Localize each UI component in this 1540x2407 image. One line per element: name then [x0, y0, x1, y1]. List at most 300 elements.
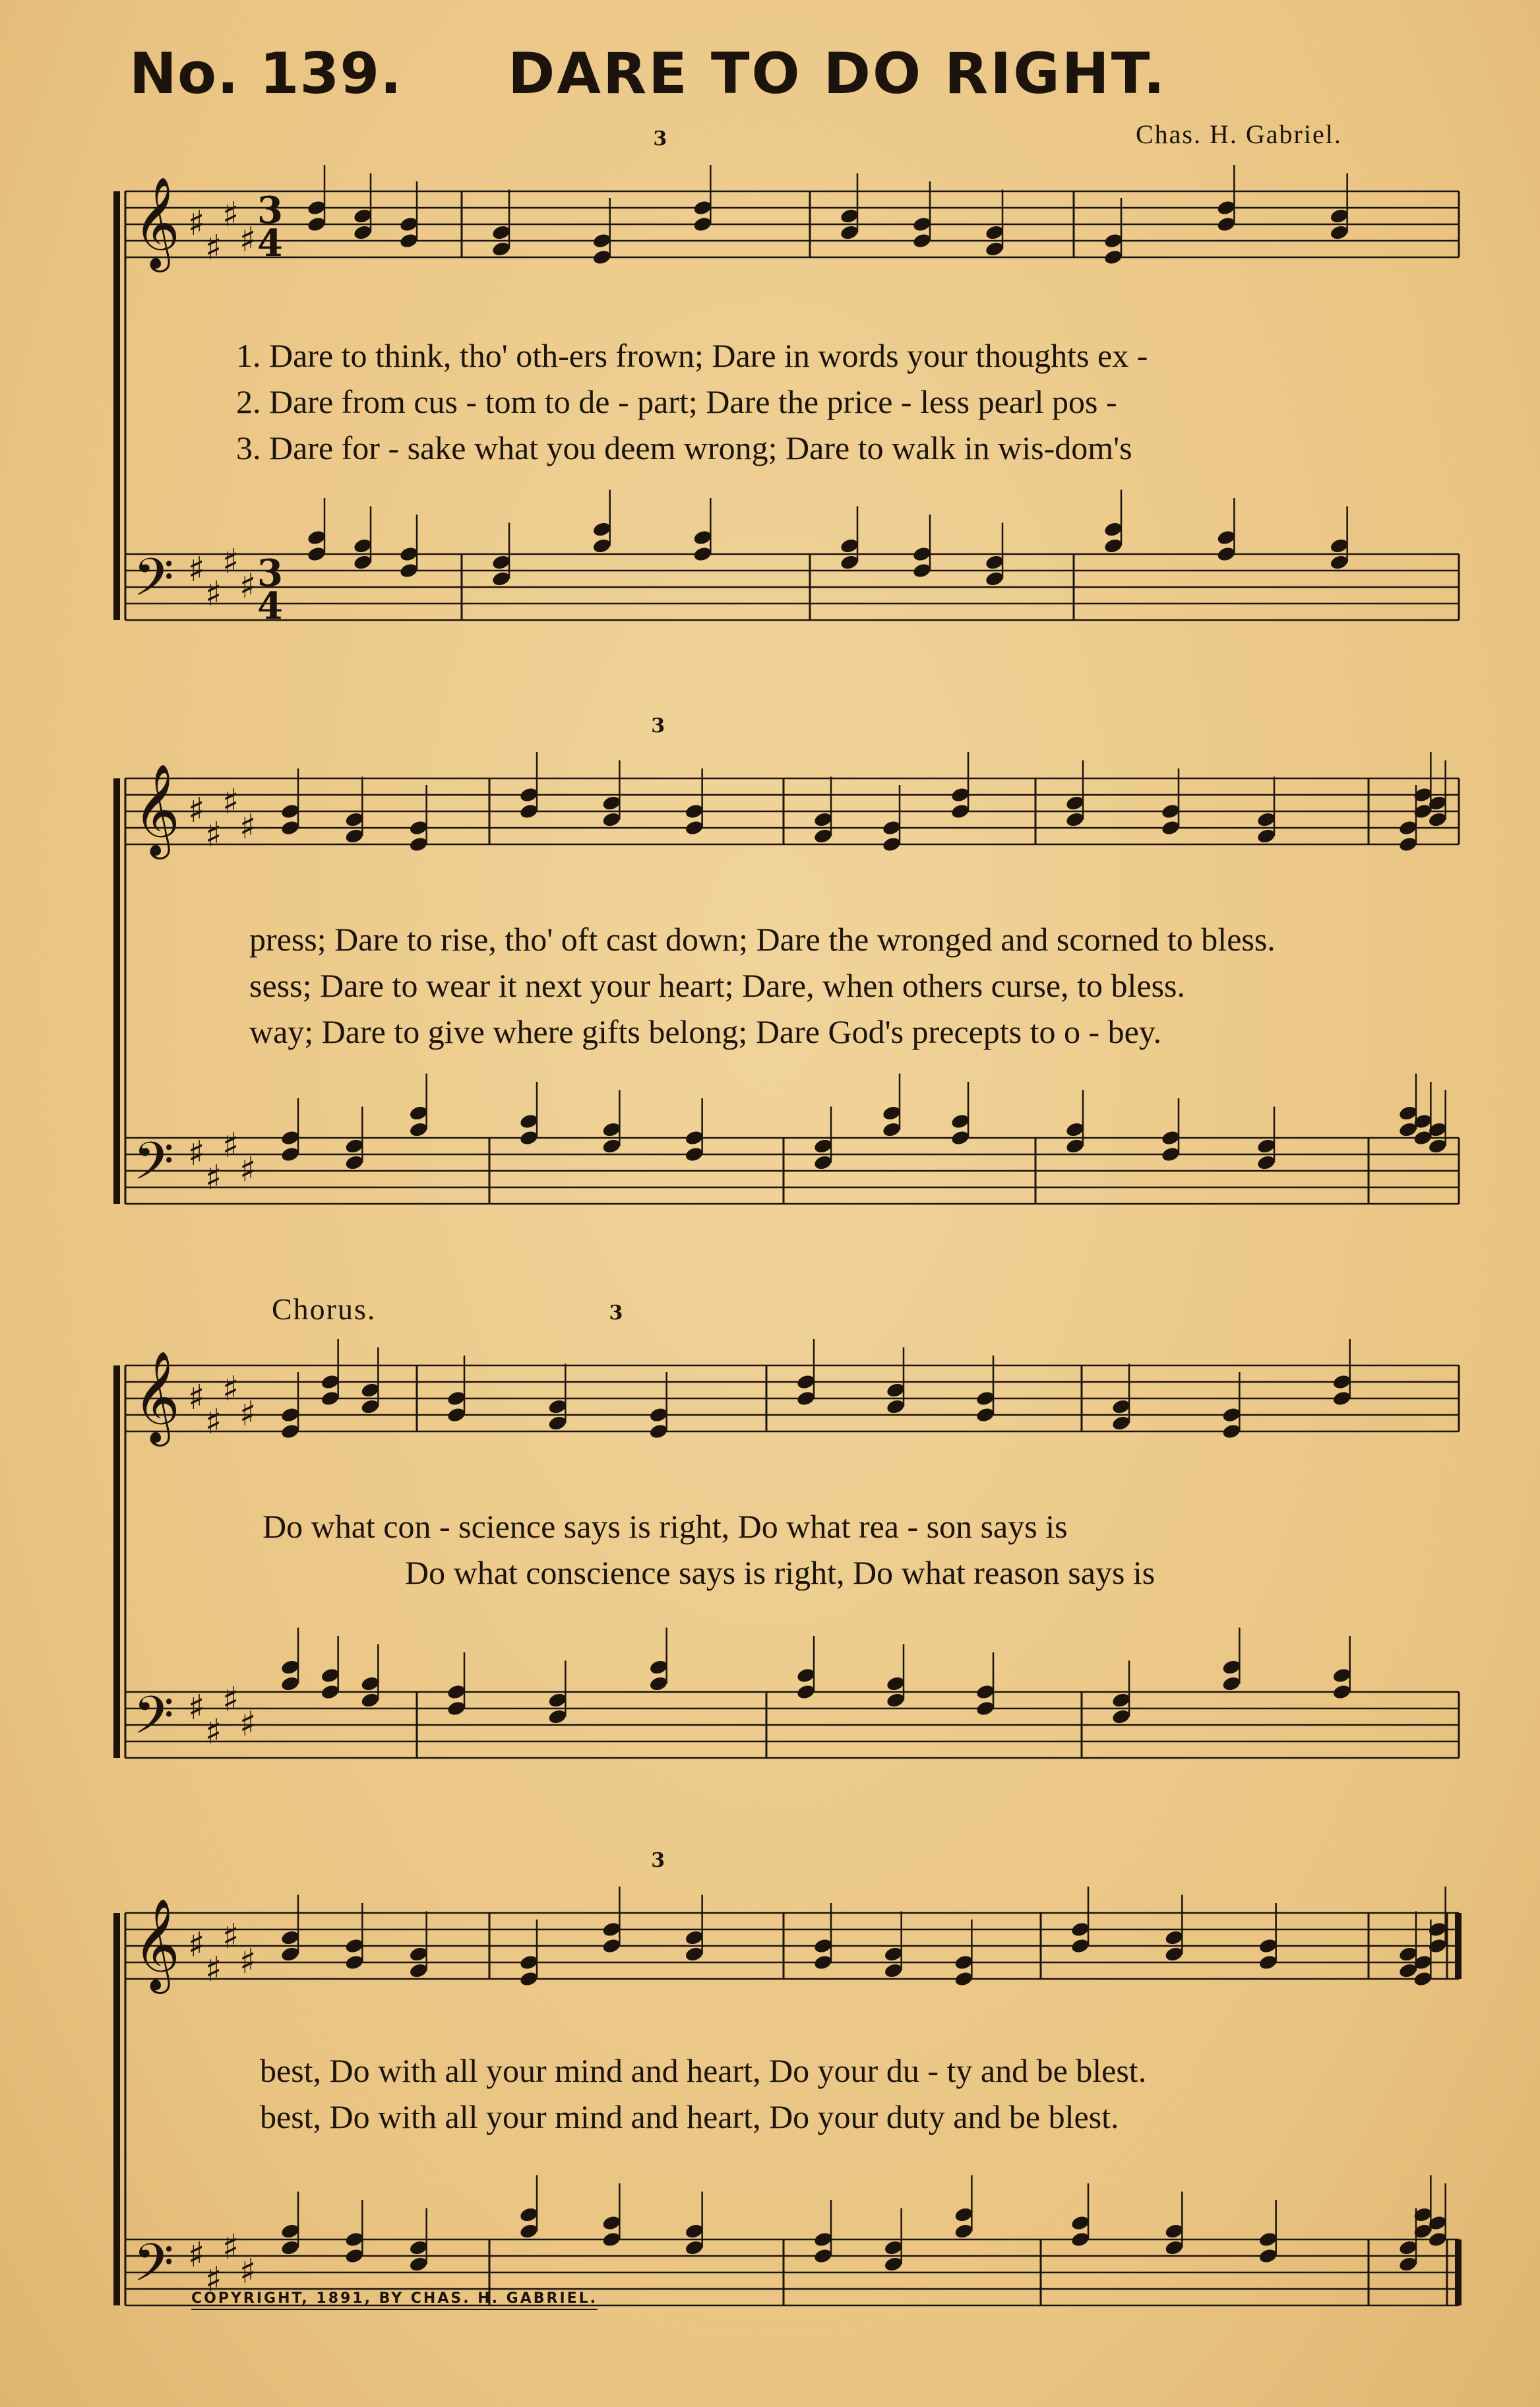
- note-head: [1427, 1138, 1448, 1155]
- note-head: [840, 208, 860, 225]
- note: [950, 752, 971, 820]
- note: [547, 1661, 568, 1726]
- note-head: [344, 811, 365, 828]
- note: [1103, 490, 1124, 555]
- note: [592, 490, 612, 555]
- note-head: [491, 554, 512, 571]
- note-head: [447, 1700, 467, 1717]
- note-head: [1329, 224, 1349, 241]
- note: [684, 1098, 704, 1163]
- note-head: [684, 1929, 704, 1947]
- note: [307, 498, 327, 563]
- note-head: [547, 1708, 568, 1726]
- chorus-line-1-echo: Do what conscience says is right, Do what reason says is: [405, 1554, 1155, 1591]
- bass-clef-icon: 𝄢: [133, 1131, 174, 1204]
- sharp-icon: ♯: [205, 228, 222, 268]
- note-head: [883, 1962, 904, 1980]
- triplet-mark: 3: [651, 1849, 665, 1872]
- note-head: [950, 1113, 971, 1130]
- note-head: [886, 1398, 906, 1416]
- note-head: [601, 811, 622, 828]
- note-head: [601, 1937, 622, 1954]
- note-head: [601, 1121, 622, 1139]
- note-head: [1111, 1708, 1132, 1726]
- note-head: [408, 836, 429, 853]
- music-system: [113, 714, 1459, 1204]
- note: [353, 507, 373, 571]
- note-head: [950, 1129, 971, 1146]
- note-head: [886, 1382, 906, 1399]
- note-head: [344, 1937, 365, 1954]
- note-head: [1103, 249, 1124, 266]
- note: [601, 1090, 622, 1155]
- note: [408, 2208, 429, 2273]
- note-head: [547, 1415, 568, 1432]
- treble-clef-icon: 𝄞: [133, 1898, 180, 1990]
- note-head: [1070, 1937, 1091, 1954]
- note-head: [684, 803, 704, 820]
- note-head: [307, 199, 327, 216]
- sharp-icon: ♯: [222, 542, 239, 582]
- system-bracket: [113, 778, 120, 1204]
- note-head: [1164, 1929, 1185, 1947]
- note-head: [360, 1398, 381, 1416]
- note-head: [684, 2239, 704, 2257]
- note-head: [1332, 1683, 1352, 1701]
- note-head: [1161, 1146, 1181, 1163]
- note-head: [519, 2223, 539, 2240]
- sharp-icon: ♯: [205, 1402, 222, 1442]
- note-head: [399, 546, 419, 563]
- note: [813, 2200, 834, 2265]
- note-head: [882, 836, 902, 853]
- note: [307, 165, 327, 233]
- chorus-line-2-melody: best, Do with all your mind and heart, Do your du - ty and be blest.: [260, 2052, 1147, 2089]
- note: [491, 523, 512, 588]
- note: [975, 1652, 996, 1717]
- note-head: [592, 521, 612, 538]
- note-head: [320, 1667, 340, 1684]
- note: [280, 2192, 301, 2257]
- note-head: [320, 1683, 340, 1701]
- note-head: [601, 2231, 622, 2248]
- note: [344, 1107, 365, 1172]
- note-head: [1398, 836, 1419, 853]
- note: [954, 2175, 974, 2240]
- note-head: [813, 2231, 834, 2248]
- note: [648, 1628, 669, 1693]
- bass-clef-icon: 𝄢: [133, 2232, 174, 2306]
- sharp-icon: ♯: [222, 1126, 239, 1166]
- sharp-icon: ♯: [205, 1950, 222, 1989]
- note-head: [1332, 1667, 1352, 1684]
- system-bracket: [113, 1365, 120, 1758]
- sharp-icon: ♯: [188, 791, 205, 830]
- note-head: [1111, 1692, 1132, 1709]
- note: [950, 1082, 971, 1146]
- note-head: [684, 1146, 704, 1163]
- note: [813, 1107, 834, 1172]
- note-head: [353, 224, 373, 241]
- note-head: [1329, 538, 1349, 555]
- note-head: [985, 224, 1005, 241]
- verse-3-line-1: 3. Dare for - sake what you deem wrong; Dare to walk in wis-dom's: [236, 429, 1132, 466]
- sharp-icon: ♯: [239, 1150, 257, 1190]
- note-head: [840, 224, 860, 241]
- note-head: [447, 1406, 467, 1423]
- note-head: [307, 216, 327, 233]
- system-bracket: [113, 191, 120, 620]
- note: [280, 1098, 301, 1163]
- note: [320, 1636, 340, 1701]
- note-head: [280, 2223, 301, 2240]
- note: [1065, 1090, 1086, 1155]
- sharp-icon: ♯: [188, 550, 205, 590]
- sharp-icon: ♯: [205, 1712, 222, 1752]
- note: [796, 1339, 816, 1407]
- note-head: [1164, 2223, 1185, 2240]
- triplet-mark: 3: [651, 714, 665, 737]
- note-head: [985, 571, 1005, 588]
- note-head: [985, 241, 1005, 258]
- note-head: [360, 1382, 381, 1399]
- sharp-icon: ♯: [239, 2252, 257, 2292]
- note: [693, 498, 713, 563]
- note-head: [547, 1692, 568, 1709]
- note-head: [883, 1946, 904, 1963]
- note-head: [1164, 2239, 1185, 2257]
- note-head: [954, 2206, 974, 2224]
- note-head: [912, 546, 933, 563]
- note-head: [975, 1390, 996, 1407]
- note-head: [1332, 1373, 1352, 1391]
- note: [985, 523, 1005, 588]
- note-head: [1164, 1946, 1185, 1963]
- note-head: [693, 199, 713, 216]
- final-barline: [1455, 2239, 1462, 2305]
- note-head: [280, 1675, 301, 1693]
- sharp-icon: ♯: [205, 815, 222, 855]
- sharp-icon: ♯: [188, 204, 205, 243]
- note-head: [1221, 1406, 1242, 1423]
- note-head: [344, 1954, 365, 1971]
- hymn-number: No. 139.: [129, 41, 402, 107]
- sharp-icon: ♯: [239, 1942, 257, 1982]
- bass-clef-icon: 𝄢: [133, 1685, 174, 1759]
- note-head: [519, 786, 539, 803]
- note-head: [447, 1683, 467, 1701]
- note-head: [307, 546, 327, 563]
- note-head: [1103, 538, 1124, 555]
- note-head: [280, 1929, 301, 1947]
- note: [886, 1644, 906, 1709]
- note-head: [399, 232, 419, 249]
- note: [1221, 1628, 1242, 1693]
- note-head: [360, 1692, 381, 1709]
- sharp-icon: ♯: [205, 1158, 222, 1198]
- note-head: [592, 232, 612, 249]
- note-head: [883, 2256, 904, 2273]
- note: [344, 2200, 365, 2265]
- note-head: [280, 1659, 301, 1676]
- note-head: [344, 2231, 365, 2248]
- note-head: [1221, 1675, 1242, 1693]
- note-head: [408, 1962, 429, 1980]
- note-head: [408, 1121, 429, 1139]
- note-head: [1161, 819, 1181, 836]
- note-head: [684, 1129, 704, 1146]
- note-head: [1398, 2256, 1419, 2273]
- note-head: [1398, 1946, 1419, 1963]
- note-head: [1221, 1423, 1242, 1440]
- note-head: [1258, 2231, 1278, 2248]
- verse-1-line-2: press; Dare to rise, tho' oft cast down; Dare the wronged and scorned to bless.: [249, 921, 1276, 958]
- note-head: [1103, 521, 1124, 538]
- note-head: [399, 216, 419, 233]
- triplet-mark: 3: [609, 1301, 623, 1325]
- note-head: [954, 2223, 974, 2240]
- note-head: [353, 538, 373, 555]
- note: [1070, 1887, 1091, 1954]
- note-head: [1070, 2214, 1091, 2232]
- chorus-label: Chorus.: [272, 1292, 377, 1326]
- note-head: [648, 1406, 669, 1423]
- note-head: [813, 1937, 834, 1954]
- treble-clef-icon: 𝄞: [133, 764, 180, 856]
- note-head: [519, 1954, 539, 1971]
- note-head: [280, 2239, 301, 2257]
- note-head: [840, 554, 860, 571]
- sharp-icon: ♯: [222, 1680, 239, 1720]
- note-head: [950, 803, 971, 820]
- note-head: [447, 1390, 467, 1407]
- verse-2-line-2: sess; Dare to wear it next your heart; Dare, when others curse, to bless.: [249, 967, 1185, 1004]
- note-head: [408, 2239, 429, 2257]
- note-head: [950, 786, 971, 803]
- note-head: [280, 1423, 301, 1440]
- note-head: [886, 1675, 906, 1693]
- note: [1161, 1098, 1181, 1163]
- note-head: [360, 1675, 381, 1693]
- note-head: [320, 1373, 340, 1391]
- note: [1413, 2175, 1433, 2240]
- note-head: [353, 208, 373, 225]
- note-head: [1329, 554, 1349, 571]
- note-head: [519, 1129, 539, 1146]
- sharp-icon: ♯: [239, 220, 257, 260]
- note-head: [280, 1406, 301, 1423]
- note-head: [1258, 1937, 1278, 1954]
- note: [280, 1628, 301, 1693]
- note-head: [882, 819, 902, 836]
- note-head: [491, 241, 512, 258]
- note-head: [912, 562, 933, 579]
- copyright-notice: COPYRIGHT, 1891, BY CHAS. H. GABRIEL.: [191, 2290, 598, 2310]
- system-bracket: [113, 1913, 120, 2305]
- bass-clef-icon: 𝄢: [133, 547, 174, 621]
- note: [360, 1644, 381, 1709]
- note-head: [1256, 811, 1277, 828]
- sharp-icon: ♯: [222, 195, 239, 235]
- note-head: [684, 1946, 704, 1963]
- composer-credit: Chas. H. Gabriel.: [1136, 119, 1342, 149]
- sharp-icon: ♯: [222, 1369, 239, 1409]
- sharp-icon: ♯: [222, 782, 239, 822]
- note-head: [1216, 216, 1237, 233]
- note-head: [813, 811, 834, 828]
- note: [1164, 2192, 1185, 2257]
- note-head: [1065, 1138, 1086, 1155]
- note-head: [954, 1954, 974, 1971]
- note-head: [975, 1683, 996, 1701]
- note-head: [1256, 828, 1277, 845]
- note-head: [601, 795, 622, 812]
- sharp-icon: ♯: [222, 2228, 239, 2267]
- note: [1258, 2200, 1278, 2265]
- note: [883, 2208, 904, 2273]
- note: [601, 2183, 622, 2248]
- note: [1332, 1339, 1352, 1407]
- sharp-icon: ♯: [205, 2260, 222, 2299]
- note-head: [693, 529, 713, 546]
- note-head: [1427, 811, 1448, 828]
- note-head: [1258, 2247, 1278, 2265]
- note-head: [975, 1406, 996, 1423]
- time-signature-top: 3: [257, 551, 283, 595]
- note-head: [796, 1683, 816, 1701]
- note-head: [684, 2223, 704, 2240]
- note-head: [491, 224, 512, 241]
- note-head: [491, 571, 512, 588]
- note: [519, 1082, 539, 1146]
- note-head: [1256, 1138, 1277, 1155]
- note-head: [353, 554, 373, 571]
- note-head: [344, 1154, 365, 1172]
- note-head: [796, 1390, 816, 1407]
- treble-clef-icon: 𝄞: [133, 1351, 180, 1443]
- note: [1329, 507, 1349, 571]
- time-signature-bottom: 4: [257, 222, 283, 265]
- note: [408, 1074, 429, 1139]
- note-head: [985, 554, 1005, 571]
- note-head: [882, 1105, 902, 1122]
- note-head: [1070, 1921, 1091, 1938]
- time-signature-bottom: 4: [257, 584, 283, 628]
- note-head: [1398, 2239, 1419, 2257]
- note-head: [280, 803, 301, 820]
- note-head: [886, 1692, 906, 1709]
- note: [1332, 1636, 1352, 1701]
- note-head: [1065, 795, 1086, 812]
- note-head: [280, 1946, 301, 1963]
- time-signature-top: 3: [257, 189, 283, 232]
- note-head: [1427, 2231, 1448, 2248]
- verse-3-line-2: way; Dare to give where gifts belong; Dare God's precepts to o - bey.: [249, 1013, 1162, 1050]
- note-head: [601, 1138, 622, 1155]
- note-head: [592, 249, 612, 266]
- music-system: [113, 127, 1459, 628]
- note-head: [547, 1398, 568, 1416]
- note-head: [954, 1970, 974, 1987]
- note: [447, 1652, 467, 1717]
- verse-1-line-1: 1. Dare to think, tho' oth-ers frown; Dare in words your thoughts ex -: [236, 337, 1148, 374]
- note-head: [280, 1146, 301, 1163]
- note-head: [813, 1954, 834, 1971]
- note-head: [813, 828, 834, 845]
- note: [882, 1074, 902, 1139]
- note: [519, 2175, 539, 2240]
- note-head: [693, 546, 713, 563]
- note: [693, 165, 713, 233]
- note: [320, 1339, 340, 1407]
- note-head: [1256, 1154, 1277, 1172]
- note-head: [280, 819, 301, 836]
- note: [601, 1887, 622, 1954]
- note: [1070, 2183, 1091, 2248]
- note: [519, 752, 539, 820]
- sharp-icon: ♯: [222, 1917, 239, 1956]
- chorus-line-1-melody: Do what con - science says is right, Do what rea - son says is: [262, 1508, 1068, 1545]
- note: [399, 515, 419, 579]
- note-head: [840, 538, 860, 555]
- note-head: [592, 538, 612, 555]
- triplet-mark: 3: [653, 127, 667, 150]
- note-head: [693, 216, 713, 233]
- note-head: [813, 1138, 834, 1155]
- sharp-icon: ♯: [239, 1394, 257, 1434]
- note-head: [519, 1970, 539, 1987]
- note: [1111, 1661, 1132, 1726]
- note: [840, 507, 860, 571]
- note-head: [912, 216, 933, 233]
- note-head: [519, 1113, 539, 1130]
- note-head: [408, 819, 429, 836]
- sharp-icon: ♯: [188, 1134, 205, 1173]
- note-head: [307, 529, 327, 546]
- note-head: [519, 2206, 539, 2224]
- note-head: [344, 2247, 365, 2265]
- hymn-title: DARE TO DO RIGHT.: [508, 41, 1167, 107]
- note-head: [1329, 208, 1349, 225]
- final-barline: [1455, 1913, 1462, 1979]
- note-head: [320, 1390, 340, 1407]
- note-head: [408, 1105, 429, 1122]
- note-head: [1161, 1129, 1181, 1146]
- note-head: [975, 1700, 996, 1717]
- note-head: [1216, 546, 1237, 563]
- note-head: [1216, 529, 1237, 546]
- note-head: [912, 232, 933, 249]
- note-head: [813, 1154, 834, 1172]
- note-head: [1111, 1398, 1132, 1416]
- note: [1216, 498, 1237, 563]
- note-head: [601, 2214, 622, 2232]
- note-head: [1111, 1415, 1132, 1432]
- sharp-icon: ♯: [205, 575, 222, 614]
- note-head: [601, 1921, 622, 1938]
- note-head: [1161, 803, 1181, 820]
- treble-clef-icon: 𝄞: [133, 177, 180, 268]
- sharp-icon: ♯: [188, 1925, 205, 1965]
- sharp-icon: ♯: [239, 567, 257, 606]
- sharp-icon: ♯: [188, 1378, 205, 1418]
- note-head: [1398, 819, 1419, 836]
- note-head: [648, 1423, 669, 1440]
- note-head: [796, 1667, 816, 1684]
- verse-2-line-1: 2. Dare from cus - tom to de - part; Dare the price - less pearl pos -: [236, 383, 1117, 420]
- note-head: [1332, 1390, 1352, 1407]
- note: [796, 1636, 816, 1701]
